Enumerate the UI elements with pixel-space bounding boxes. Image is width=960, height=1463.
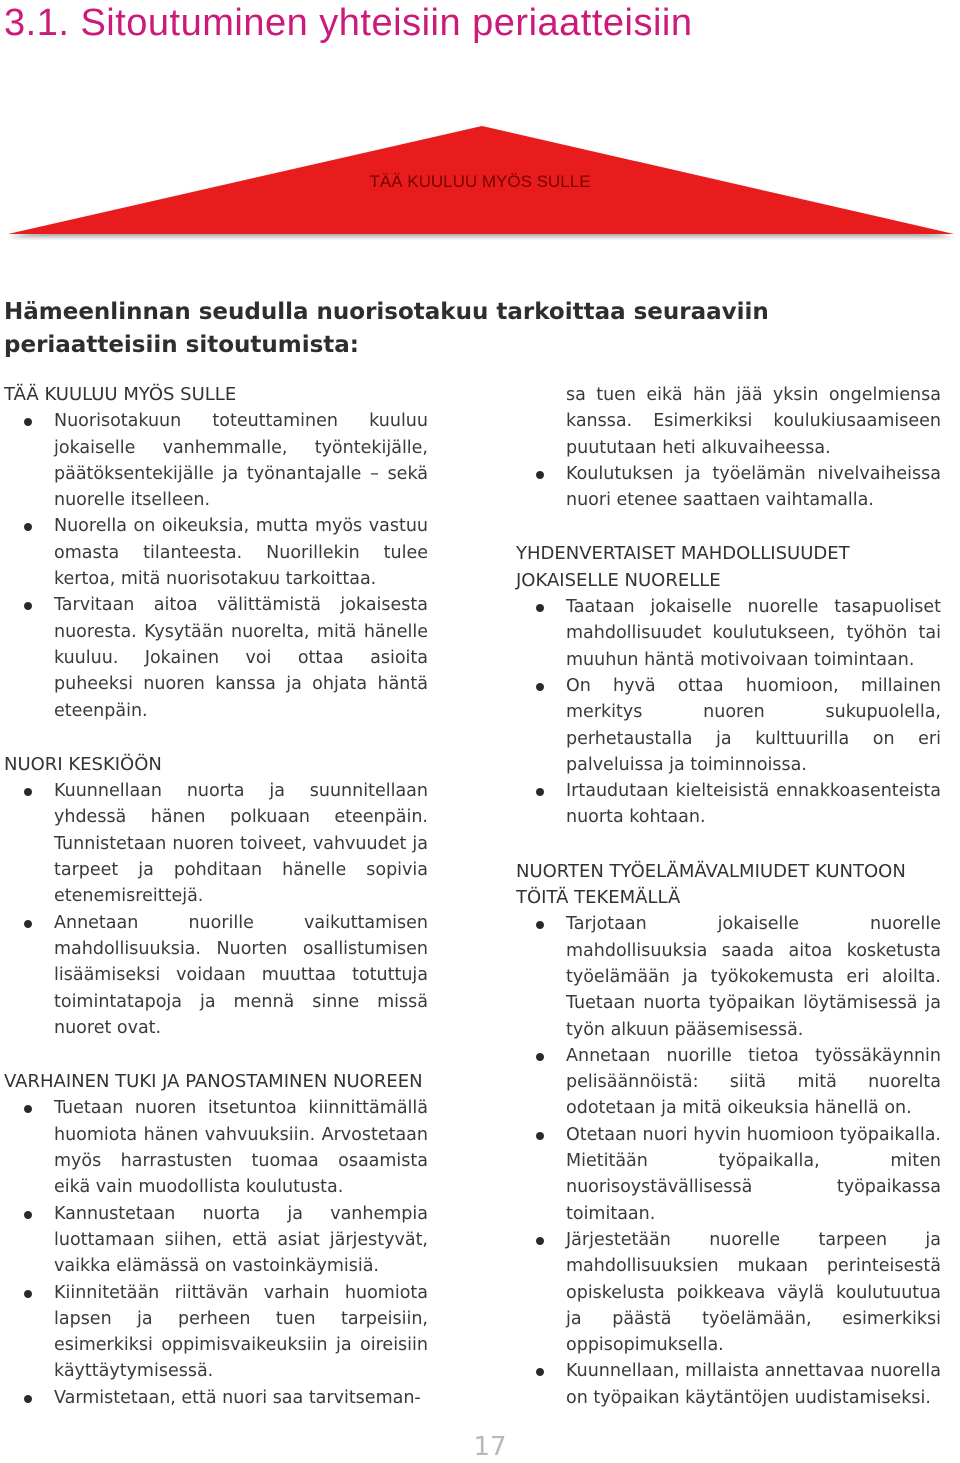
list-item-text: Nuorella on oikeuksia, mutta myös vastuu omasta tilanteesta. Nuorillekin tulee kertoa, mitä nuorisotakuu tarkoittaa. xyxy=(54,516,428,590)
list-item-text: Kannustetaan nuorta ja vanhempia luottamaan siihen, että asiat järjestyvät, vaikka elämässä on vastoinkäymisiä. xyxy=(54,1203,428,1277)
list-item xyxy=(516,461,941,514)
bullet-icon xyxy=(24,1211,32,1219)
section-heading: NUORI KESKIÖÖN xyxy=(4,753,162,775)
bullet-list xyxy=(4,1095,428,1411)
bullet-icon xyxy=(24,602,32,610)
section-heading: VARHAINEN TUKI JA PANOSTAMINEN NUOREEN xyxy=(4,1071,423,1093)
list-item-text: On hyvä ottaa huomioon, millainen merkitys nuoren sukupuolella, perhetaustalla ja kulttuurilla on eri palveluissa ja toiminnoissa. xyxy=(566,675,941,775)
continued-text: sa tuen eikä hän jää yksin ongelmiensa kanssa. Esimerkiksi koulukiusaamiseen puututaan heti alkuvaiheessa. xyxy=(566,385,941,458)
bullet-list xyxy=(516,594,941,831)
list-item xyxy=(516,673,941,778)
list-item xyxy=(516,1122,941,1227)
bullet-icon xyxy=(24,1290,32,1298)
bullet-icon xyxy=(24,788,32,796)
bullet-list xyxy=(516,461,941,514)
list-item xyxy=(516,778,941,831)
list-item-text: Kuunnellaan nuorta ja suunnitellaan yhdessä hänen polkuaan eteenpäin. Tunnistetaan nuoren toiveet, vahvuudet ja tarpeet ja pohditaan hänelle sopivia etenemisreittejä. xyxy=(54,781,428,907)
list-item xyxy=(4,592,428,723)
bullet-icon xyxy=(536,1368,544,1376)
bullet-icon xyxy=(536,1237,544,1245)
intro-heading: Hämeenlinnan seudulla nuorisotakuu tarkoittaa seuraaviin periaatteisiin sitoutumista: xyxy=(4,299,769,358)
list-item xyxy=(516,594,941,673)
list-item-text: Varmistetaan, että nuori saa tarvitseman- xyxy=(54,1387,421,1408)
list-item-text: Annetaan nuorille vaikuttamisen mahdollisuuksia. Nuorten osallistumisen lisäämiseksi voidaan muuttaa totuttuja toimintatapoja ja mennä sinne missä nuoret ovat. xyxy=(54,912,428,1038)
list-item-text: Nuorisotakuun toteuttaminen kuuluu jokaiselle vanhemmalle, työntekijälle, päätöksentekijälle ja työnantajalle – sekä nuorelle itselleen. xyxy=(54,411,428,511)
bullet-icon xyxy=(536,1053,544,1061)
list-item xyxy=(4,910,428,1041)
list-item-text: Tuetaan nuoren itsetuntoa kiinnittämällä huomiota hänen vahvuuksiin. Arvostetaan myös harrastusten tuomaa osaamista eikä vain muodollista koulutusta. xyxy=(54,1098,428,1198)
list-item-text: Taataan jokaiselle nuorelle tasapuoliset mahdollisuudet koulutukseen, työhön tai muuhun häntä motivoivaan toimintaan. xyxy=(566,597,941,670)
list-item xyxy=(4,1280,428,1385)
page-title: 3.1. Sitoutuminen yhteisiin periaatteisiin xyxy=(4,2,693,44)
list-item xyxy=(4,1385,428,1411)
list-item xyxy=(4,513,428,592)
list-item xyxy=(516,911,941,1042)
bullet-list xyxy=(516,911,941,1411)
right-column xyxy=(516,382,941,1411)
section-heading: TÄÄ KUULUU MYÖS SULLE xyxy=(4,384,237,405)
list-item xyxy=(4,408,428,513)
bullet-icon xyxy=(536,604,544,612)
list-item-text: Kiinnitetään riittävän varhain huomiota lapsen ja perheen tuen tarpeisiin, esimerkiksi oppimisvaikeuksiin ja oireisiin käyttäytymisessä. xyxy=(54,1282,428,1382)
bullet-list xyxy=(4,778,428,1041)
bullet-list xyxy=(4,408,428,724)
list-item-text: Kuunnellaan, millaista annettavaa nuorella on työpaikan käytäntöjen uudistamiseksi. xyxy=(566,1361,942,1408)
bullet-icon xyxy=(536,921,544,929)
list-item xyxy=(516,1227,941,1358)
list-item-text: Tarjotaan jokaiselle nuorelle mahdollisuuksia saada aitoa kosketusta työelämään ja työkokemusta eri aloilta. Tuetaan nuorta työpaikan löytämisessä ja työn alkuun pääsemisessä. xyxy=(566,914,941,1040)
bullet-icon xyxy=(24,920,32,928)
bullet-icon xyxy=(24,1395,32,1403)
list-item xyxy=(516,1358,941,1411)
bullet-icon xyxy=(536,1132,544,1140)
list-item-text: Järjestetään nuorelle tarpeen ja mahdollisuuksien mukaan perinteisestä opiskelusta poikkeava väylä koulutuutua ja päästä työelämään, esimerkiksi oppisopimuksella. xyxy=(566,1229,941,1356)
bullet-icon xyxy=(24,523,32,531)
list-item-text: Annetaan nuorille tietoa työssäkäynnin pelisäännöistä: siitä mitä nuorelta odotetaan ja mitä oikeuksia hänellä on. xyxy=(566,1045,941,1119)
list-item xyxy=(516,1043,941,1122)
left-column xyxy=(4,382,428,1411)
section-heading: YHDENVERTAISET MAHDOLLISUUDET JOKAISELLE NUORELLE xyxy=(516,543,850,591)
roof-label: TÄÄ KUULUU MYÖS SULLE xyxy=(369,172,591,191)
list-item xyxy=(4,778,428,909)
list-item xyxy=(4,1201,428,1280)
page-number: 17 xyxy=(473,1432,507,1462)
bullet-icon xyxy=(24,1105,32,1113)
section-heading: NUORTEN TYÖELÄMÄVALMIUDET KUNTOON TÖITÄ TEKEMÄLLÄ xyxy=(516,860,906,909)
list-item-text: Irtaudutaan kielteisistä ennakkoasenteista nuorta kohtaan. xyxy=(566,781,941,828)
list-item-text: Tarvitaan aitoa välittämistä jokaisesta nuoresta. Kysytään nuorelta, mitä hänelle kuuluu. Jokainen voi ottaa asioita puheeksi nuoren kanssa ja ohjata häntä eteenpäin. xyxy=(54,595,428,721)
list-item-text: Koulutuksen ja työelämän nivelvaiheissa nuori etenee saattaen vaihtamalla. xyxy=(566,463,941,511)
list-item xyxy=(4,1095,428,1200)
bullet-icon xyxy=(24,418,32,426)
bullet-icon xyxy=(536,788,544,796)
bullet-icon xyxy=(536,683,544,691)
bullet-icon xyxy=(536,471,544,479)
list-item-text: Otetaan nuori hyvin huomioon työpaikalla. Mietitään työpaikalla, miten nuorisoystävällisessä työpaikassa toimitaan. xyxy=(566,1124,941,1224)
